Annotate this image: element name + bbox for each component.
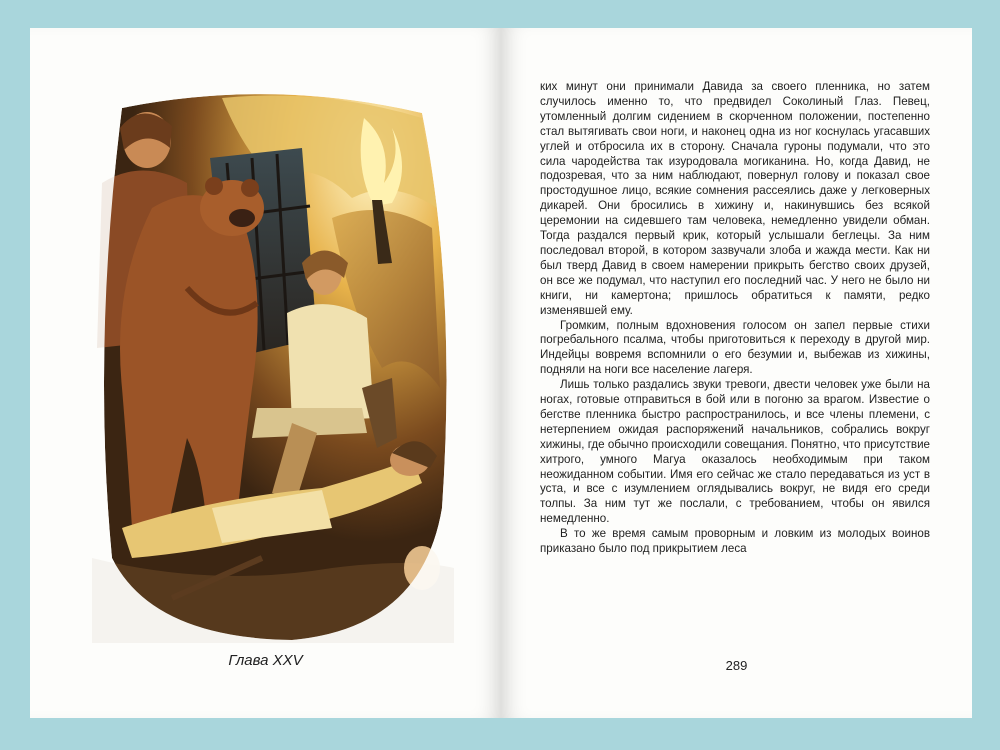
right-page	[501, 28, 972, 718]
book-spread	[30, 28, 972, 718]
paragraph: Громким, полным вдохновения голосом он запел первые стихи погребального псалма, чтобы приготовиться к переходу в другой мир. Индейцы вовремя вспомнили о его безумии и, выбежав из хижины, подняли на ноги все население лагеря.	[540, 318, 930, 377]
paragraph: В то же время самым проворным и ловким из молодых воинов приказано было под прикрытием леса	[540, 527, 930, 556]
left-page	[30, 28, 501, 718]
chapter-illustration	[92, 88, 454, 643]
body-text	[540, 80, 930, 557]
paragraph: ких минут они принимали Давида за своего пленника, но затем случилось именно то, что предвидел Соколиный Глаз. Певец, утомленный долгим сидением в скорченном положении, постепенно стал вытягивать свои ноги, и наконец одна из ног коснулась угасавших углей и отбросила их в сторону. Сначала гуроны подумали, что это сила чародейства так изуродовала могиканина. Но, когда Давид, не подозревая, что за ним наблюдают, повернул голову и показал свое простодушное лицо, всякие сомнения рассеялись даже у легковерных дикарей. Они бросились в хижину и, накинувшись без всякой церемонии на сидевшего там человека, немедленно увидели обман. Тогда раздался первый крик, который услышали беглецы. За ним последовал второй, в котором зазвучали злоба и жажда мести. Как ни был тверд Давид в своем намерении прикрыть бегство своих друзей, он все же подумал, что наступил его последний час. У него не было ни книги, ни камертона; пришлось обратиться к памяти, редко изменявшей ему.	[540, 80, 930, 317]
page-number: 289	[725, 658, 748, 673]
chapter-caption: Глава XXV	[228, 652, 303, 669]
paragraph: Лишь только раздались звуки тревоги, двести человек уже были на ногах, готовые отправиться в бой или в погоню за врагом. Известие о бегстве пленника быстро распространилось, и все члены племени, с нетерпением ожидая распоряжений начальников, собрались вокруг хижины, где обычно происходили совещания. Понятно, что присутствие хитрого, умного Магуа оказалось необходимым при таком неожиданном событии. Имя его сейчас же стало передаваться из уст в уста, и все с изумлением оглядывались вокруг, не видя его среди толпы. За ним тут же послали, с требованием, чтобы он явился немедленно.	[540, 378, 930, 526]
